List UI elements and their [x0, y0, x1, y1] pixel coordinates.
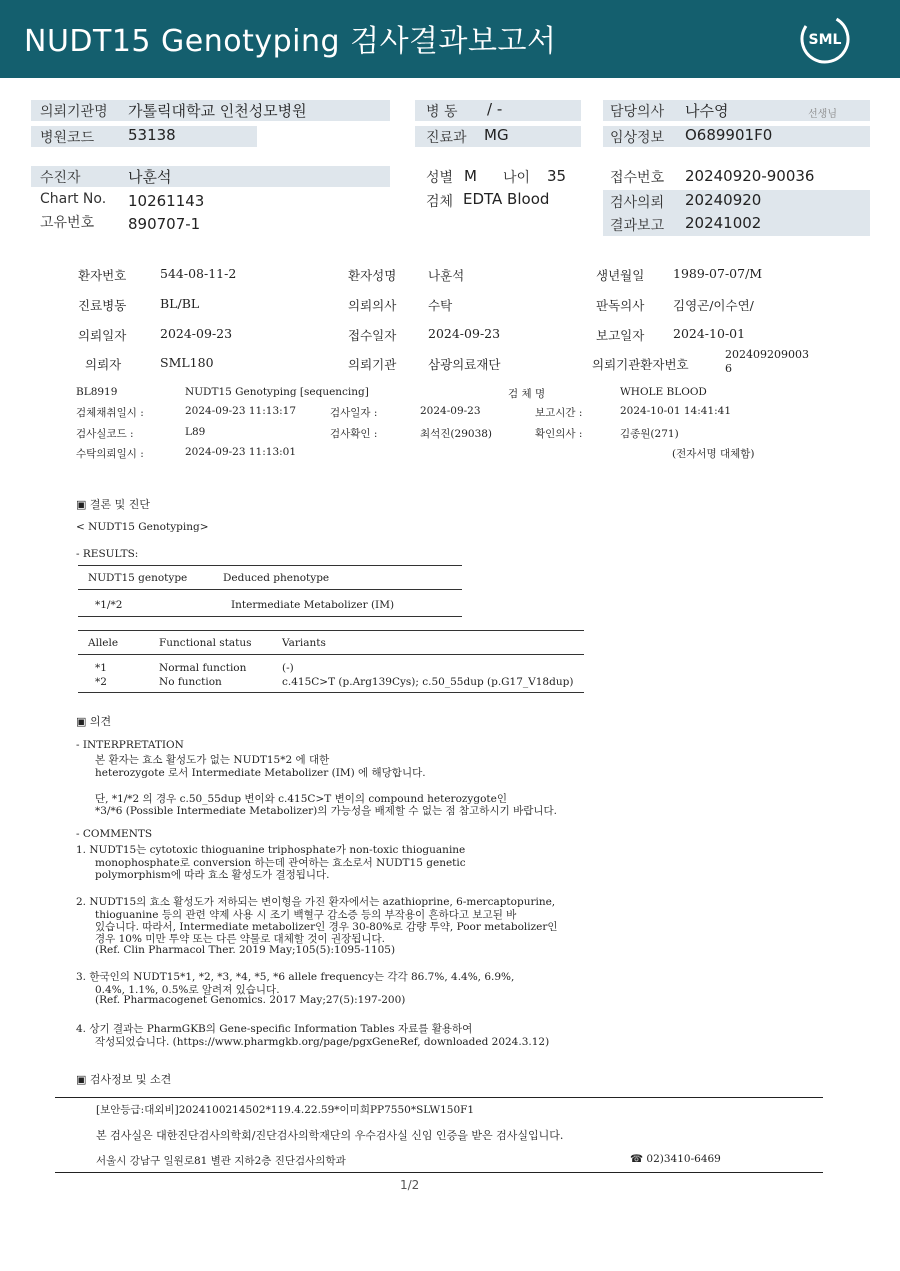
interpretation-line-4: *3/*6 (Possible Intermediate Metabolizer)의 가능성을 배제할 수 없는 점 참고하시기 바랍니다.: [95, 805, 557, 817]
req-inst-value: 삼광의료재단: [428, 357, 501, 372]
comment-2-line-4: 경우 10% 미만 투약 또는 다른 약물로 대체할 것이 권장됩니다.: [95, 933, 386, 945]
specimen-name-value: WHOLE BLOOD: [620, 386, 707, 398]
comments-heading: - COMMENTS: [76, 828, 153, 840]
opinion-heading: ▣ 의견: [76, 715, 112, 728]
comment-3-line-2: 0.4%, 1.1%, 0.5%로 알려져 있습니다.: [95, 984, 280, 996]
lab-code-value: L89: [185, 426, 206, 438]
table1-header-genotype: NUDT15 genotype: [88, 572, 188, 584]
req-doctor-value: 수탁: [428, 298, 453, 313]
requester-label: 의뢰자: [85, 357, 122, 372]
header-banner: [0, 0, 900, 78]
patient-value: 나훈석: [128, 168, 172, 186]
footer-top-rule: [55, 1097, 823, 1098]
specimen-label: 검체: [426, 194, 454, 210]
collect-value: 2024-09-23 11:13:17: [185, 405, 297, 417]
comment-2-line-3: 있습니다. 따라서, Intermediate metabolizer인 경우 30-80%로 감량 투약, Poor metabolizer인: [95, 921, 558, 933]
allele-1: *1: [95, 662, 107, 674]
table2-header-variants: Variants: [282, 637, 326, 649]
comment-3-line-3: (Ref. Pharmacogenet Genomics. 2017 May;27(5):197-200): [95, 994, 406, 1006]
request-value: 20240920: [685, 191, 762, 209]
phone-line: ☎ 02)3410-6469: [630, 1153, 721, 1165]
reading-doctor-label: 판독의사: [596, 298, 645, 313]
birth-value: 1989-07-07/M: [673, 266, 763, 281]
result-label: 결과보고: [610, 218, 665, 234]
clinical-value: O689901F0: [685, 126, 773, 144]
age-label: 나이: [503, 170, 531, 186]
collect-label: 검체채취일시 :: [76, 407, 144, 419]
genotyping-subtitle: < NUDT15 Genotyping>: [76, 521, 209, 533]
lab-code-label: 검사실코드 :: [76, 428, 134, 440]
outsource-label: 수탁의뢰일시 :: [76, 448, 144, 460]
results-heading: - RESULTS:: [76, 548, 139, 560]
address-line: 서울시 강남구 일원로81 별관 지하2층 진단검사의학과: [96, 1155, 346, 1167]
comment-2-line-5: (Ref. Clin Pharmacol Ther. 2019 May;105(5):1095-1105): [95, 944, 396, 956]
institution-value: 가톨릭대학교 인천성모병원: [128, 102, 307, 120]
ward-value-2: BL/BL: [160, 296, 200, 311]
exam-date-label: 검사일자 :: [330, 407, 378, 419]
exam-date-value: 2024-09-23: [420, 405, 481, 417]
age-value: 35: [547, 167, 567, 185]
table2-mid-rule: [78, 654, 584, 655]
allele-1-function: Normal function: [159, 662, 247, 674]
receipt-label: 접수번호: [610, 170, 665, 186]
clinical-label: 임상정보: [610, 130, 665, 146]
confirm-label: 검사확인 :: [330, 428, 378, 440]
confirm-value: 최석진(29038): [420, 428, 493, 440]
hospital-code-value: 53138: [128, 126, 176, 144]
report-title: NUDT15 Genotyping 검사결과보고서: [24, 24, 557, 59]
comment-4-line-2: 작성되었습니다. (https://www.pharmgkb.org/page/pgxGeneRef, downloaded 2024.3.12): [95, 1036, 550, 1048]
test-info-heading: ▣ 검사정보 및 소견: [76, 1073, 172, 1086]
sml-logo: [800, 14, 850, 64]
table1-header-phenotype: Deduced phenotype: [223, 572, 330, 584]
comment-1-line-3: polymorphism에 따라 효소 활성도가 결정됩니다.: [95, 869, 330, 881]
table1-bottom-rule: [78, 616, 462, 617]
specimen-name-label: 검 체 명: [508, 388, 546, 400]
interpretation-line-3: 단, *1/*2 의 경우 c.50_55dup 변이와 c.415C>T 변이의 compound heterozygote인: [95, 793, 507, 805]
patient-label: 수진자: [40, 170, 81, 186]
footer-bottom-rule: [55, 1172, 823, 1173]
patient-no-value: 544-08-11-2: [160, 266, 237, 281]
requester-value: SML180: [160, 355, 214, 370]
report-date-label: 보고일자: [596, 328, 645, 343]
inst-patient-no-value-2: 6: [725, 362, 732, 375]
req-doctor-label: 의뢰의사: [348, 298, 397, 313]
doctor-suffix: 선생님: [808, 109, 837, 120]
confirm-doctor-value: 김종원(271): [620, 428, 679, 440]
chart-label: Chart No.: [40, 191, 107, 207]
security-line: [보안등급:대외비]2024100214502*119.4.22.59*이미희PP7550*SLW150F1: [96, 1104, 475, 1116]
reading-doctor-value: 김영곤/이수연/: [673, 298, 754, 313]
comment-2-line-2: thioguanine 등의 관련 약제 사용 시 조기 백혈구 감소증 등의 부작용이 흔하다고 보고된 바: [95, 909, 517, 921]
doctor-value: 나수영: [685, 102, 729, 120]
allele-1-variants: (-): [282, 662, 294, 674]
report-time-value: 2024-10-01 14:41:41: [620, 405, 732, 417]
unique-id-value: 890707-1: [128, 215, 201, 233]
chart-value: 10261143: [128, 192, 205, 210]
ward-label-2: 진료병동: [78, 298, 127, 313]
interpretation-line-1: 본 환자는 효소 활성도가 없는 NUDT15*2 에 대한: [95, 754, 330, 766]
receipt-value: 20240920-90036: [685, 167, 815, 185]
institution-label: 의뢰기관명: [40, 104, 108, 120]
certification-line: 본 검사실은 대한진단검사의학회/진단검사의학재단의 우수검사실 신임 인증을 받은 검사실입니다.: [96, 1129, 564, 1142]
req-date-label: 의뢰일자: [78, 328, 127, 343]
comment-4-line-1: 4. 상기 결과는 PharmGKB의 Gene-specific Information Tables 자료를 활용하여: [76, 1023, 473, 1035]
table2-header-function: Functional status: [159, 637, 252, 649]
request-label: 검사의뢰: [610, 195, 665, 211]
report-time-label: 보고시간 :: [535, 407, 583, 419]
allele-2: *2: [95, 676, 107, 688]
birth-label: 생년월일: [596, 268, 645, 283]
table1-mid-rule: [78, 589, 462, 590]
patient-name-value: 나훈석: [428, 268, 465, 283]
receipt-date-value: 2024-09-23: [428, 326, 501, 341]
esign-note: (전자서명 대체함): [672, 448, 755, 460]
allele-2-function: No function: [159, 676, 222, 688]
patient-box: [31, 166, 390, 187]
test-code: BL8919: [76, 386, 118, 398]
specimen-value: EDTA Blood: [463, 190, 550, 208]
unique-id-label: 고유번호: [40, 215, 95, 231]
dept-label: 진료과: [426, 130, 467, 146]
comment-3-line-1: 3. 한국인의 NUDT15*1, *2, *3, *4, *5, *6 allele frequency는 각각 86.7%, 4.4%, 6.9%,: [76, 971, 515, 983]
logo-text: SML: [808, 32, 842, 48]
sex-value: M: [464, 167, 477, 185]
confirm-doctor-label: 확인의사 :: [535, 428, 583, 440]
outsource-value: 2024-09-23 11:13:01: [185, 446, 297, 458]
allele-2-variants: c.415C>T (p.Arg139Cys); c.50_55dup (p.G17_V18dup): [282, 676, 574, 688]
table1-top-rule: [78, 565, 462, 566]
interpretation-heading: - INTERPRETATION: [76, 739, 184, 751]
test-name: NUDT15 Genotyping [sequencing]: [185, 386, 369, 398]
page-number: 1/2: [400, 1178, 420, 1192]
report-date-value: 2024-10-01: [673, 326, 746, 341]
result-value: 20241002: [685, 214, 762, 232]
table2-header-allele: Allele: [88, 637, 119, 649]
dept-value: MG: [484, 126, 509, 144]
inst-patient-no-value: 202409209003: [725, 348, 809, 361]
req-inst-label: 의뢰기관: [348, 357, 397, 372]
genotype-value: *1/*2: [95, 599, 123, 611]
patient-no-label: 환자번호: [78, 268, 127, 283]
doctor-label: 담당의사: [610, 104, 665, 120]
comment-1-line-1: 1. NUDT15는 cytotoxic thioguanine triphosphate가 non-toxic thioguanine: [76, 844, 466, 856]
phenotype-value: Intermediate Metabolizer (IM): [231, 599, 395, 611]
comment-1-line-2: monophosphate로 conversion 하는데 관여하는 효소로서 NUDT15 genetic: [95, 857, 466, 869]
patient-name-label: 환자성명: [348, 268, 397, 283]
req-date-value: 2024-09-23: [160, 326, 233, 341]
inst-patient-no-label: 의뢰기관환자번호: [592, 357, 689, 372]
table2-bottom-rule: [78, 692, 584, 693]
comment-2-line-1: 2. NUDT15의 효소 활성도가 저하되는 변이형을 가진 환자에서는 azathioprine, 6-mercaptopurine,: [76, 896, 556, 908]
ward-label: 병 동: [426, 104, 458, 120]
ward-value: / -: [487, 100, 503, 118]
sex-label: 성별: [426, 170, 454, 186]
conclusion-heading: ▣ 결론 및 진단: [76, 498, 151, 511]
hospital-code-label: 병원코드: [40, 130, 95, 146]
interpretation-line-2: heterozygote 로서 Intermediate Metabolizer (IM) 에 해당합니다.: [95, 767, 426, 779]
receipt-date-label: 접수일자: [348, 328, 397, 343]
table2-top-rule: [78, 630, 584, 631]
